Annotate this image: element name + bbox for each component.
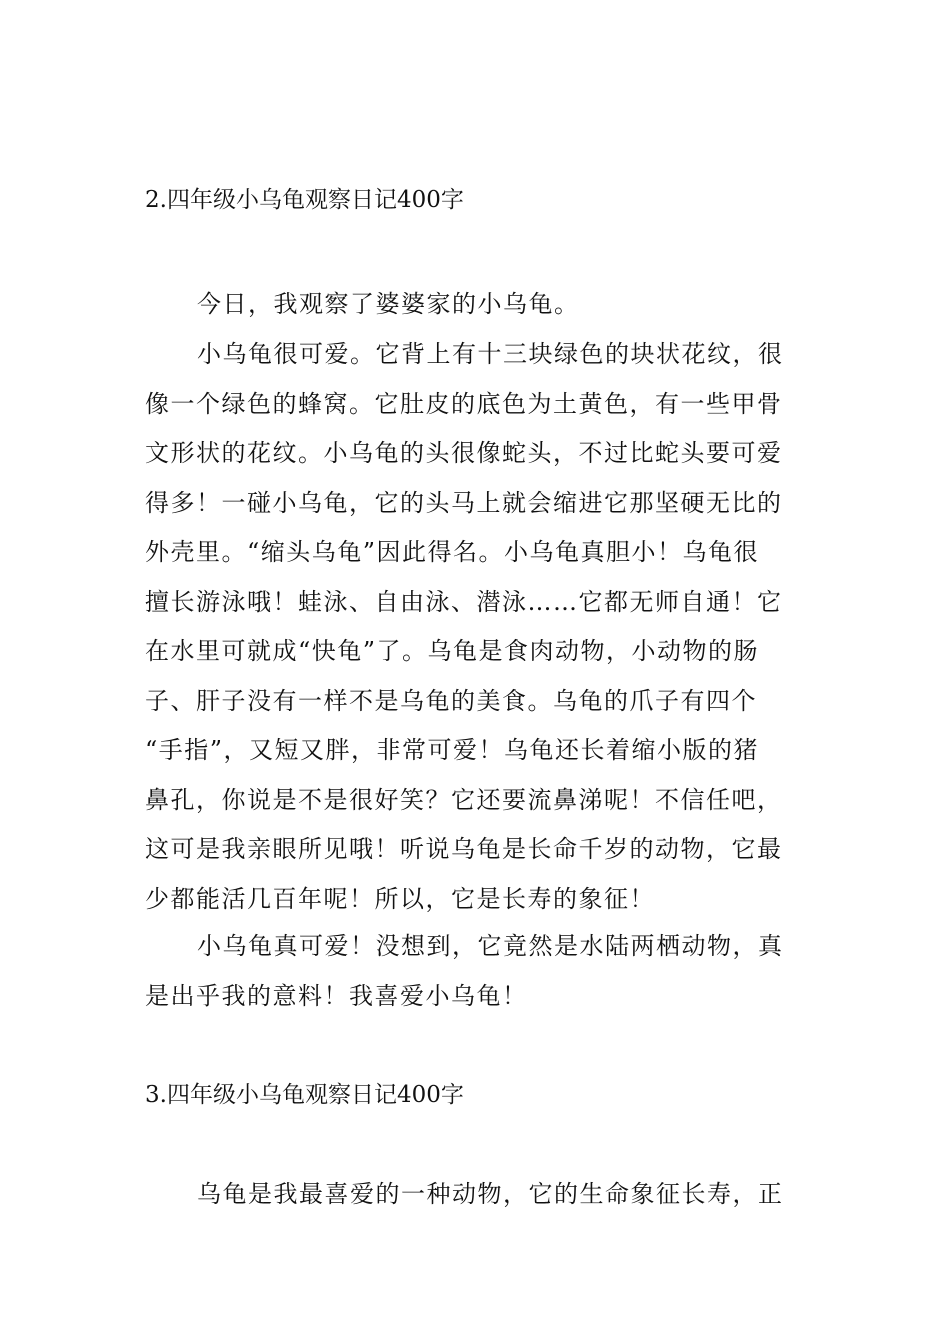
text-line: 鼻孔，你说是不是很好笑？它还要流鼻涕呢！不信任吧， [145,785,783,814]
text-line: “手指”，又短又胖，非常可爱！乌龟还长着缩小版的猪 [145,736,760,764]
text-line: 是出乎我的意料！我喜爱小乌龟！ [145,981,528,1010]
section-2-heading: 2.四年级小乌龟观察日记400字 [145,187,464,213]
text-line: 在水里可就成“快龟”了。乌龟是食肉动物，小动物的肠 [145,637,760,665]
text-line: 外壳里。“缩头乌龟”因此得名。小乌龟真胆小！乌龟很 [145,538,760,566]
text-line: 今日，我观察了婆婆家的小乌龟。 [197,290,580,318]
text-line: 小乌龟真可爱！没想到，它竟然是水陆两栖动物，真 [197,932,784,960]
section-2-paragraph-3 [145,922,809,1021]
section-3-heading: 3.四年级小乌龟观察日记400字 [145,1082,464,1108]
section-2-paragraph-2 [145,330,809,924]
text-line: 这可是我亲眼所见哦！听说乌龟是长命千岁的动物，它最 [145,835,783,863]
text-line: 小乌龟很可爱。它背上有十三块绿色的块状花纹，很 [197,340,784,368]
text-line: 子、肝子没有一样不是乌龟的美食。乌龟的爪子有四个 [145,686,757,715]
section-3-paragraph-1 [145,1170,809,1220]
text-line: 擅长游泳哦！蛙泳、自由泳、潜泳……它都无师自通！它 [145,587,783,616]
text-line: 文形状的花纹。小乌龟的头很像蛇头，不过比蛇头要可爱 [145,439,783,467]
text-line: 少都能活几百年呢！所以，它是长寿的象征！ [145,884,655,913]
section-2-paragraph-1 [145,280,809,330]
text-line: 像一个绿色的蜂窝。它肚皮的底色为土黄色，有一些甲骨 [145,389,783,418]
text-line: 乌龟是我最喜爱的一种动物，它的生命象征长寿，正 [197,1180,784,1208]
text-line: 得多！一碰小乌龟，它的头马上就会缩进它那坚硬无比的 [145,488,783,517]
